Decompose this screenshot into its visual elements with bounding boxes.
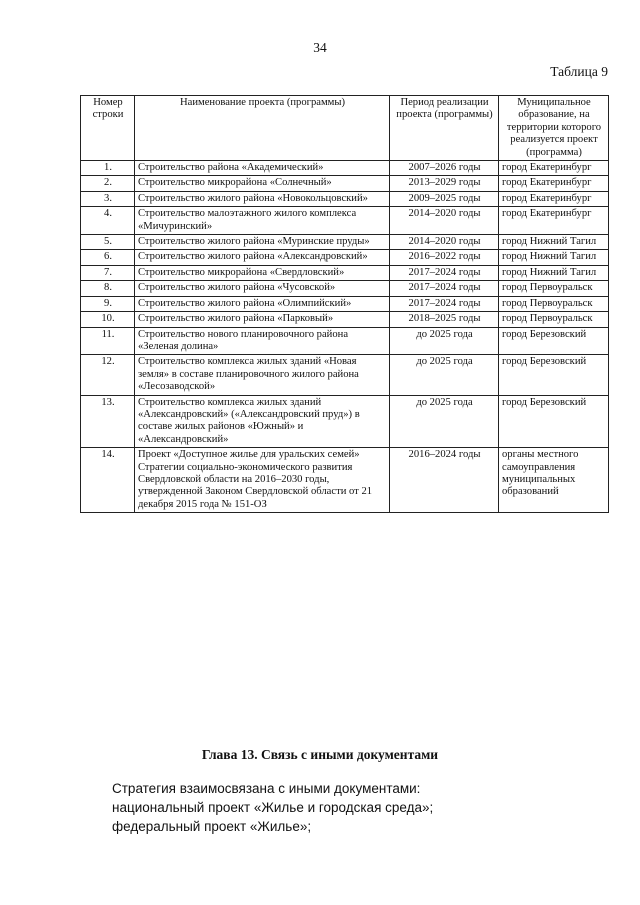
row-number: 8. bbox=[81, 281, 135, 296]
project-period: 2017–2024 годы bbox=[390, 281, 499, 296]
municipality: город Екатеринбург bbox=[499, 176, 609, 191]
body-text bbox=[112, 779, 612, 836]
chapter-title: Глава 13. Связь с иными документами bbox=[201, 747, 439, 762]
row-number: 4. bbox=[81, 207, 135, 235]
projects-table bbox=[80, 95, 609, 513]
municipality: город Первоуральск bbox=[499, 296, 609, 311]
project-period: 2014–2020 годы bbox=[390, 207, 499, 235]
table-row bbox=[81, 161, 609, 176]
project-name: Строительство жилого района «Новокольцовский» bbox=[135, 191, 390, 206]
table-row bbox=[81, 395, 609, 448]
row-number: 2. bbox=[81, 176, 135, 191]
table-row bbox=[81, 265, 609, 280]
table-row bbox=[81, 176, 609, 191]
table-row bbox=[81, 250, 609, 265]
row-number: 9. bbox=[81, 296, 135, 311]
municipality: город Екатеринбург bbox=[499, 161, 609, 176]
row-number: 3. bbox=[81, 191, 135, 206]
project-name: Строительство микрорайона «Солнечный» bbox=[135, 176, 390, 191]
row-number: 13. bbox=[81, 395, 135, 448]
project-period: 2014–2020 годы bbox=[390, 235, 499, 250]
project-period: 2017–2024 годы bbox=[390, 296, 499, 311]
table-row bbox=[81, 191, 609, 206]
table-row bbox=[81, 281, 609, 296]
project-name: Строительство жилого района «Чусовской» bbox=[135, 281, 390, 296]
table-row bbox=[81, 312, 609, 327]
row-number: 1. bbox=[81, 161, 135, 176]
project-name: Строительство нового планировочного района «Зеленая долина» bbox=[135, 327, 390, 355]
project-period: 2013–2029 годы bbox=[390, 176, 499, 191]
municipality: город Первоуральск bbox=[499, 281, 609, 296]
row-number: 14. bbox=[81, 448, 135, 513]
row-number: 7. bbox=[81, 265, 135, 280]
header-municipality: Муниципальное образование, на территории которого реализуется проект (программа) bbox=[499, 96, 609, 161]
project-period: 2018–2025 годы bbox=[390, 312, 499, 327]
municipality: город Березовский bbox=[499, 355, 609, 395]
municipality: город Березовский bbox=[499, 327, 609, 355]
municipality: город Екатеринбург bbox=[499, 207, 609, 235]
page-number: 34 bbox=[313, 40, 327, 55]
municipality: город Нижний Тагил bbox=[499, 235, 609, 250]
project-name: Строительство жилого района «Муринские пруды» bbox=[135, 235, 390, 250]
project-period: до 2025 года bbox=[390, 355, 499, 395]
header-row-number: Номер строки bbox=[81, 96, 135, 161]
table-row bbox=[81, 355, 609, 395]
row-number: 11. bbox=[81, 327, 135, 355]
municipality: город Нижний Тагил bbox=[499, 265, 609, 280]
row-number: 12. bbox=[81, 355, 135, 395]
municipality: город Екатеринбург bbox=[499, 191, 609, 206]
table-caption: Таблица 9 bbox=[550, 64, 608, 79]
body-line: национальный проект «Жилье и городская среда»; bbox=[112, 800, 434, 815]
table-row bbox=[81, 448, 609, 513]
project-name: Строительство жилого района «Олимпийский» bbox=[135, 296, 390, 311]
project-name: Строительство жилого района «Александровский» bbox=[135, 250, 390, 265]
project-period: до 2025 года bbox=[390, 327, 499, 355]
project-name: Проект «Доступное жилье для уральских семей» Стратегии социально-экономического развития Свердловской области на 2016–2030 годы, утвержденной Законом Свердловской области от 21 декабря 2015 года № 151-ОЗ bbox=[135, 448, 390, 513]
project-period: 2007–2026 годы bbox=[390, 161, 499, 176]
row-number: 6. bbox=[81, 250, 135, 265]
row-number: 10. bbox=[81, 312, 135, 327]
project-period: 2017–2024 годы bbox=[390, 265, 499, 280]
table-row bbox=[81, 327, 609, 355]
municipality: органы местного самоуправления муниципальных образований bbox=[499, 448, 609, 513]
project-period: до 2025 года bbox=[390, 395, 499, 448]
municipality: город Березовский bbox=[499, 395, 609, 448]
header-project-name: Наименование проекта (программы) bbox=[135, 96, 390, 161]
body-line: Стратегия взаимосвязана с иными документами: bbox=[112, 781, 421, 796]
table-row bbox=[81, 235, 609, 250]
municipality: город Нижний Тагил bbox=[499, 250, 609, 265]
project-name: Строительство комплекса жилых зданий «Александровский» («Александровский пруд») в составе жилых районов «Южный» и «Александровский» bbox=[135, 395, 390, 448]
project-name: Строительство района «Академический» bbox=[135, 161, 390, 176]
project-period: 2016–2022 годы bbox=[390, 250, 499, 265]
municipality: город Первоуральск bbox=[499, 312, 609, 327]
table-row bbox=[81, 207, 609, 235]
project-name: Строительство малоэтажного жилого комплекса «Мичуринский» bbox=[135, 207, 390, 235]
project-name: Строительство комплекса жилых зданий «Новая земля» в составе планировочного жилого района «Лесозаводской» bbox=[135, 355, 390, 395]
project-name: Строительство жилого района «Парковый» bbox=[135, 312, 390, 327]
project-period: 2016–2024 годы bbox=[390, 448, 499, 513]
body-line: федеральный проект «Жилье»; bbox=[112, 819, 312, 834]
table-header-row bbox=[81, 96, 609, 161]
row-number: 5. bbox=[81, 235, 135, 250]
project-name: Строительство микрорайона «Свердловский» bbox=[135, 265, 390, 280]
project-period: 2009–2025 годы bbox=[390, 191, 499, 206]
table-row bbox=[81, 296, 609, 311]
header-period: Период реализации проекта (программы) bbox=[390, 96, 499, 161]
